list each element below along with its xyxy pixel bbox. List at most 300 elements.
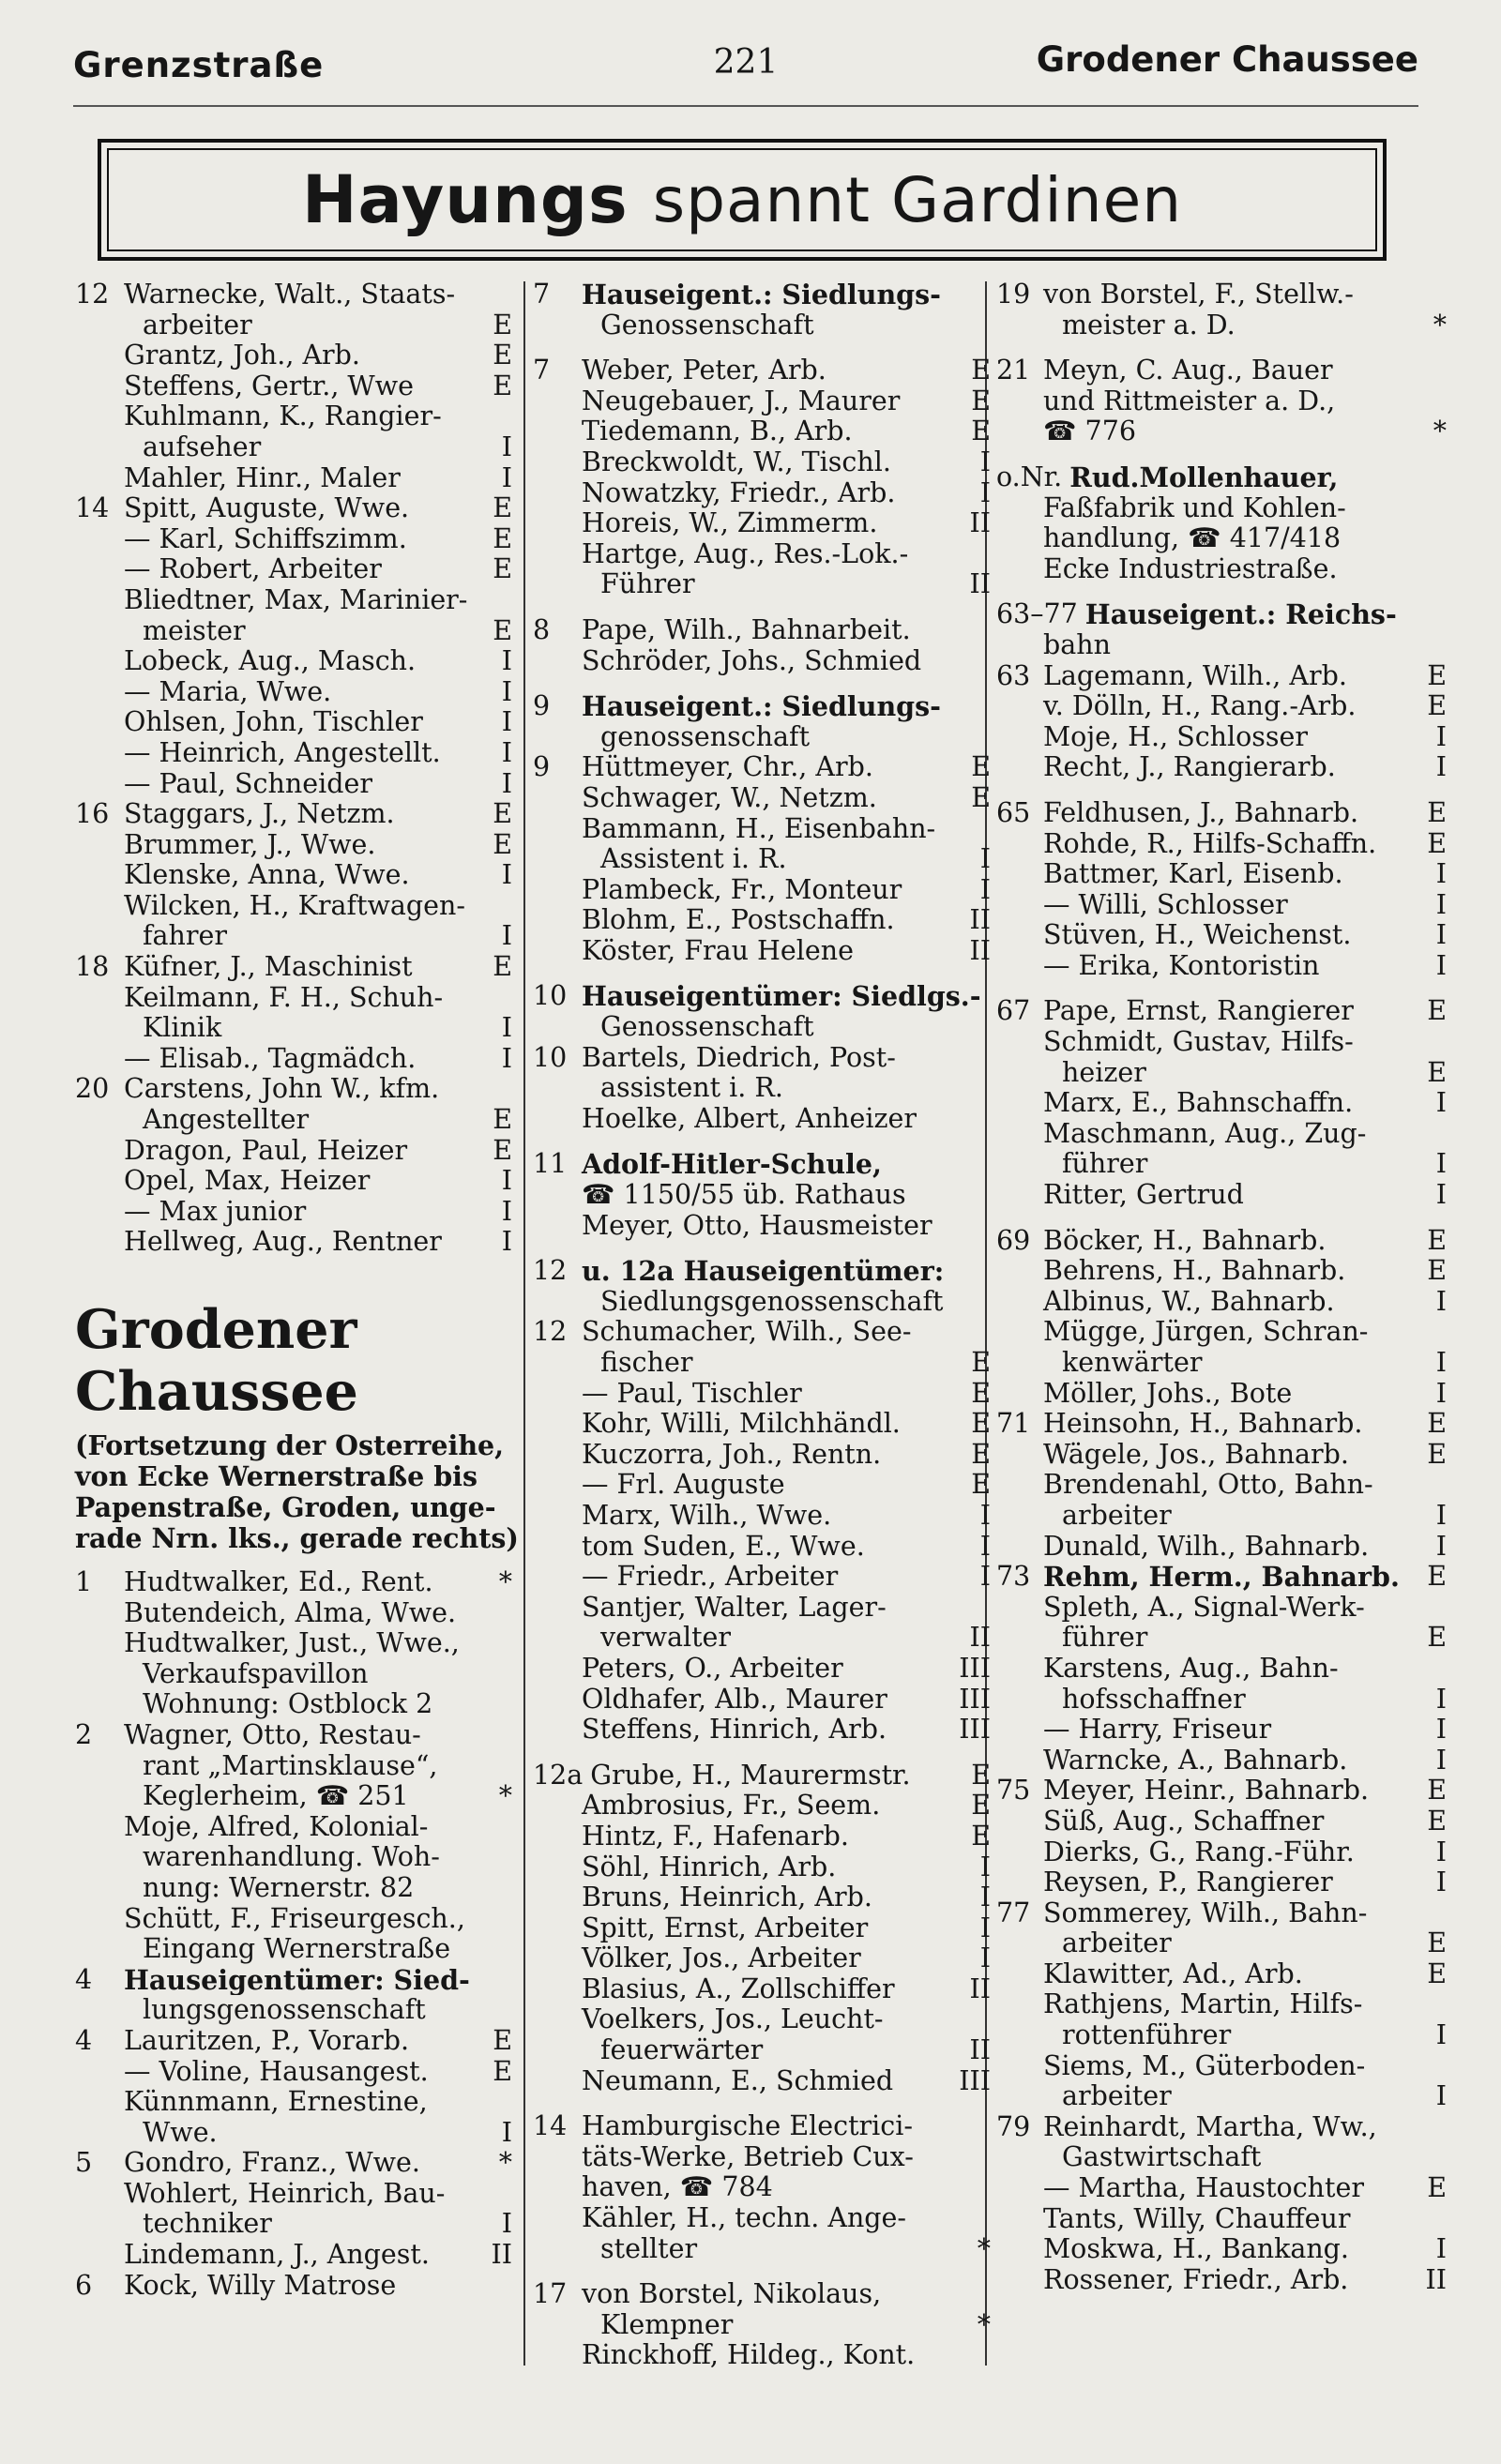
entry-line (996, 1623, 1448, 1654)
house-number: 7 (533, 355, 551, 386)
entry-text: Künnmann, Ernestine, (124, 2087, 428, 2118)
floor-marker: E (971, 1378, 991, 1409)
entry-line (75, 1227, 514, 1258)
floor-marker: E (971, 1760, 991, 1791)
entry-text: Ritter, Gertrud (1043, 1180, 1244, 1211)
house-number: 18 (75, 952, 110, 983)
floor-marker: I (979, 1852, 991, 1882)
entry-text: Grube, H., Maurermstr. (590, 1760, 911, 1791)
house-number: 65 (996, 797, 1031, 828)
entry-text: — Maria, Wwe. (124, 676, 332, 707)
entry-gap (996, 1211, 1448, 1226)
entry-line (75, 371, 514, 402)
entry-line (533, 981, 993, 1012)
entry-line (996, 951, 1448, 982)
floor-marker: I (979, 1531, 991, 1562)
entry-line (996, 1715, 1448, 1746)
entry-text: Angestellter (143, 1105, 310, 1136)
entry-text: Dierks, G., Rang.-Führ. (1043, 1837, 1355, 1867)
entry-text: lungsgenossenschaft (143, 1995, 426, 2026)
house-number: 20 (75, 1074, 110, 1105)
entry-text: Hauseigentümer: Sied- (124, 1964, 470, 1996)
house-number: 17 (533, 2279, 568, 2310)
entry-text: Bliedtner, Max, Marinier- (124, 584, 468, 615)
house-number: 67 (996, 996, 1031, 1027)
entry-text: Horeis, W., Zimmerm. (582, 508, 878, 539)
entry-line (75, 1873, 514, 1904)
entry-gap (533, 2264, 993, 2279)
entry-line (75, 2118, 514, 2149)
entry-text: Meyer, Otto, Hausmeister (582, 1210, 932, 1241)
entry-text: Spitt, Auguste, Wwe. (124, 493, 410, 524)
entry-line (533, 1593, 993, 1624)
entry-line (75, 1074, 514, 1105)
entry-line (75, 524, 514, 555)
entry-gap (996, 981, 1448, 996)
floor-marker: E (1427, 1776, 1447, 1806)
column-left (75, 280, 519, 2301)
entry-line (996, 1898, 1448, 1929)
entry-text: — Voline, Hausangest. (124, 2056, 429, 2087)
entry-line (533, 615, 993, 646)
entry-text: Mahler, Hinr., Maler (124, 462, 401, 493)
entry-line (996, 1928, 1448, 1959)
entry-line (75, 616, 514, 647)
floor-marker: E (971, 752, 991, 783)
entry-line (533, 2203, 993, 2234)
column-divider (523, 281, 525, 2366)
floor-marker: E (1427, 660, 1447, 691)
entry-line (996, 1149, 1448, 1180)
entry-text: Rossener, Friedr., Arb. (1043, 2264, 1349, 2295)
entry-text: — Willi, Schlosser (1043, 889, 1288, 920)
entry-line (533, 1409, 993, 1440)
entry-text: Küfner, J., Maschinist (124, 952, 413, 983)
entry-text: Staggars, J., Netzm. (124, 799, 395, 830)
entry-text: Hüttmeyer, Chr., Arb. (582, 752, 873, 783)
entry-line (996, 462, 1448, 493)
entry-line (533, 2142, 993, 2173)
floor-marker: E (1427, 1958, 1447, 1989)
entry-line (996, 1256, 1448, 1287)
house-number: 4 (75, 2025, 93, 2056)
floor-marker: I (501, 768, 512, 799)
entry-text: Rathjens, Martin, Hilfs- (1043, 1989, 1363, 2020)
floor-marker: II (969, 569, 991, 600)
entry-line (75, 2179, 514, 2210)
house-number: 7 (533, 280, 551, 310)
entry-text: von Borstel, F., Stellw.- (1043, 280, 1354, 310)
entry-line (996, 1593, 1448, 1624)
entry-line (533, 1623, 993, 1654)
floor-marker: I (979, 1500, 991, 1531)
entry-line (75, 646, 514, 677)
entry-text: Pape, Ernst, Rangierer (1043, 996, 1354, 1027)
entry-text: — Paul, Tischler (582, 1378, 802, 1409)
entry-line (75, 1904, 514, 1935)
entry-text: arbeiter (1062, 1500, 1172, 1531)
entry-text: Siedlungsgenossenschaft (600, 1286, 944, 1317)
floor-marker: I (1435, 721, 1447, 752)
entry-line (75, 952, 514, 983)
entry-line (996, 1959, 1448, 1990)
floor-marker: E (971, 416, 991, 447)
entry-line (75, 310, 514, 341)
entry-text: Hoelke, Albert, Anheizer (582, 1103, 917, 1134)
banner-brand: Hayungs (301, 161, 629, 238)
entry-text: Hauseigent.: Siedlungs- (582, 280, 941, 310)
entry-text: handlung, ☎ 417/418 (1043, 523, 1342, 554)
entry-text: Köster, Frau Helene (582, 935, 854, 966)
entry-text: — Erika, Kontoristin (1043, 950, 1320, 981)
floor-marker: I (979, 1912, 991, 1943)
entry-text: Spleth, A., Signal-Werk- (1043, 1592, 1365, 1623)
floor-marker: I (1435, 889, 1447, 920)
entry-line (533, 280, 993, 310)
house-number: 73 (996, 1562, 1031, 1593)
entry-text: Stüven, H., Weichenst. (1043, 920, 1352, 951)
entry-text: Behrens, H., Bahnarb. (1043, 1256, 1346, 1287)
floor-marker: I (501, 1166, 512, 1197)
entry-line (533, 2279, 993, 2310)
entry-line (996, 523, 1448, 554)
entry-line (996, 1348, 1448, 1379)
entry-text: Tants, Willy, Chauffeur (1043, 2203, 1351, 2234)
floor-marker: III (959, 1653, 991, 1684)
entry-text: Assistent i. R. (600, 844, 787, 875)
entry-line (75, 1995, 514, 2026)
entry-text: — Paul, Schneider (124, 768, 372, 799)
entry-text: Ecke Industriestraße. (1043, 553, 1338, 584)
entry-line (996, 280, 1448, 310)
entry-text: aufseher (143, 431, 262, 462)
entry-line (75, 1781, 514, 1812)
entry-line (75, 2271, 514, 2302)
entry-line (533, 844, 993, 875)
entry-line (533, 1761, 993, 1791)
entry-text: heizer (1062, 1057, 1146, 1088)
entry-text: Führer (600, 569, 695, 600)
header-street-right: Grodener Chaussee (1036, 39, 1418, 80)
entry-line (75, 554, 514, 585)
entry-text: Marx, E., Bahnschaffn. (1043, 1088, 1354, 1119)
entry-line (533, 1043, 993, 1074)
floor-marker: I (1435, 2081, 1447, 2112)
entry-line (75, 1842, 514, 1873)
entry-line (533, 447, 993, 478)
entry-text: Eingang Wernerstraße (143, 1934, 451, 1965)
floor-marker: E (1427, 828, 1447, 859)
entry-gap (533, 1134, 993, 1149)
house-number: 12a (533, 1760, 584, 1791)
entry-line (75, 1598, 514, 1629)
entry-text: — Karl, Schiffszimm. (124, 523, 407, 554)
entry-text: warenhandlung. Woh- (143, 1842, 440, 1873)
entry-line (75, 340, 514, 371)
floor-marker: I (1435, 1745, 1447, 1776)
entry-text: Hauseigentümer: Siedlgs.- (582, 981, 981, 1013)
entry-text: Hintz, F., Hafenarb. (582, 1821, 849, 1852)
floor-marker: I (979, 477, 991, 508)
column-middle (533, 280, 993, 2371)
floor-marker: I (979, 874, 991, 905)
entry-line (996, 2142, 1448, 2173)
section-note: Papenstraße, Groden, unge- (75, 1491, 496, 1523)
floor-marker: I (501, 1196, 512, 1227)
entry-text: Völker, Jos., Arbeiter (582, 1943, 861, 1974)
entry-text: Hudtwalker, Just., Wwe., (124, 1628, 460, 1659)
entry-text: Albinus, W., Bahnarb. (1043, 1286, 1335, 1317)
floor-marker: E (971, 1470, 991, 1501)
floor-marker: I (1435, 1180, 1447, 1211)
entry-text: — Harry, Friseur (1043, 1715, 1272, 1746)
entry-line (75, 2240, 514, 2271)
house-number: 11 (533, 1149, 568, 1180)
entry-line (75, 2057, 514, 2088)
entry-text: haven, ☎ 784 (582, 2172, 773, 2203)
entry-text: Schütt, F., Friseurgesch., (124, 1903, 465, 1934)
entry-text: Genossenschaft (600, 310, 814, 340)
floor-marker: E (493, 554, 512, 585)
floor-marker: E (971, 1409, 991, 1440)
house-number: 16 (75, 799, 110, 830)
entry-line (996, 1027, 1448, 1058)
entry-text: Maschmann, Aug., Zug- (1043, 1118, 1367, 1149)
entry-text: Meyer, Heinr., Bahnarb. (1043, 1776, 1370, 1806)
entry-text: Hamburgische Electrici- (582, 2111, 913, 2142)
entry-text: Opel, Max, Heizer (124, 1166, 371, 1197)
floor-marker: III (959, 2065, 991, 2096)
floor-marker: I (979, 1882, 991, 1913)
entry-line (75, 1197, 514, 1228)
entry-text: Bammann, H., Eisenbahn- (582, 813, 936, 844)
entry-text: Faßfabrik und Kohlen- (1043, 492, 1346, 523)
entry-line (996, 1287, 1448, 1318)
entry-text: Voelkers, Jos., Leucht- (582, 2004, 884, 2035)
floor-marker: I (979, 1943, 991, 1974)
entry-text: Gondro, Franz., Wwe. (124, 2148, 420, 2179)
floor-marker: I (501, 860, 512, 891)
house-number: 69 (996, 1225, 1031, 1256)
entry-line (996, 722, 1448, 753)
entry-line (996, 2020, 1448, 2051)
entry-text: Bruns, Heinrich, Arb. (582, 1882, 872, 1913)
entry-text: Wohnung: Ostblock 2 (143, 1689, 433, 1720)
entry-line (996, 890, 1448, 921)
floor-marker: E (1427, 2173, 1447, 2204)
floor-marker: II (1425, 2264, 1447, 2295)
entry-text: Brendenahl, Otto, Bahn- (1043, 1470, 1373, 1501)
entry-text: Lobeck, Aug., Masch. (124, 646, 417, 677)
entry-line (533, 814, 993, 845)
banner-slogan: spannt Gardinen (652, 163, 1183, 236)
floor-marker: I (1435, 2234, 1447, 2265)
entry-line (533, 1822, 993, 1852)
entry-text: ☎ 776 (1043, 416, 1136, 447)
entry-line (75, 891, 514, 922)
entry-line (533, 1256, 993, 1287)
entry-text: Dragon, Paul, Heizer (124, 1135, 408, 1166)
floor-marker: I (1435, 1286, 1447, 1317)
entry-text: Blohm, E., Postschaffn. (582, 905, 895, 936)
floor-marker: I (979, 844, 991, 875)
entry-line (75, 738, 514, 769)
entry-list (533, 280, 993, 2371)
entry-line (996, 2204, 1448, 2235)
floor-marker: E (493, 615, 512, 646)
entry-text: Hauseigent.: Reichs- (1084, 599, 1397, 630)
entry-line (533, 2310, 993, 2341)
entry-gap (996, 783, 1448, 798)
entry-line (533, 905, 993, 936)
house-number: 9 (533, 691, 551, 722)
entry-line (996, 691, 1448, 722)
entry-line (996, 1837, 1448, 1868)
entry-text: Lagemann, Wilh., Arb. (1043, 660, 1347, 691)
entry-text: fischer (600, 1348, 693, 1378)
entry-text: Heinsohn, H., Bahnarb. (1043, 1409, 1363, 1440)
floor-marker: I (1435, 752, 1447, 783)
entry-text: führer (1062, 1149, 1148, 1180)
entry-text: Peters, O., Arbeiter (582, 1653, 843, 1684)
entry-text: — Robert, Arbeiter (124, 554, 382, 585)
entry-line (996, 2173, 1448, 2204)
entry-text: Karstens, Aug., Bahn- (1043, 1653, 1339, 1684)
house-number: 12 (533, 1317, 568, 1348)
entry-line (533, 1348, 993, 1379)
floor-marker: II (969, 508, 991, 539)
entry-text: stellter (600, 2233, 698, 2264)
floor-marker: * (498, 2148, 512, 2179)
house-number: 63 (996, 660, 1031, 691)
entry-line (75, 677, 514, 708)
entry-gap (533, 966, 993, 981)
floor-marker: * (977, 2233, 991, 2264)
entry-line (75, 1105, 514, 1136)
entry-text: Feldhusen, J., Bahnarb. (1043, 797, 1359, 828)
entry-text: Moskwa, H., Bankang. (1043, 2234, 1349, 2265)
entry-line (75, 1689, 514, 1720)
entry-text: bahn (1043, 629, 1111, 660)
floor-marker: * (977, 2309, 991, 2340)
entry-line (75, 1136, 514, 1167)
entry-line (533, 478, 993, 509)
entry-text: arbeiter (1062, 1928, 1172, 1959)
entry-line (75, 585, 514, 616)
entry-text: Battmer, Karl, Eisenb. (1043, 859, 1343, 890)
header-street-left: Grenzstraße (73, 45, 325, 85)
entry-text: Rud.Mollenhauer, (1069, 461, 1339, 493)
floor-marker: E (971, 1439, 991, 1470)
entry-line (533, 875, 993, 906)
entry-line (533, 1180, 993, 1211)
floor-marker: E (1427, 1225, 1447, 1256)
entry-text: — Martha, Haustochter (1043, 2173, 1364, 2204)
house-number: 14 (75, 493, 110, 524)
entry-text: Schumacher, Wilh., See- (582, 1317, 912, 1348)
floor-marker: II (491, 2240, 512, 2271)
entry-line (533, 1012, 993, 1043)
floor-marker: I (501, 2117, 512, 2148)
floor-marker: E (1427, 1256, 1447, 1287)
entry-text: Wohlert, Heinrich, Bau- (124, 2178, 446, 2209)
entry-line (533, 722, 993, 753)
floor-marker: E (493, 493, 512, 524)
entry-line (996, 1532, 1448, 1563)
entry-line (533, 310, 993, 341)
entry-line (75, 1166, 514, 1197)
entry-text: Wwe. (143, 2117, 218, 2148)
entry-line (533, 2004, 993, 2035)
floor-marker: I (1435, 1715, 1447, 1746)
entry-line (533, 1149, 993, 1180)
column-right (996, 280, 1448, 2295)
entry-text: kenwärter (1062, 1348, 1203, 1378)
entry-line (996, 1226, 1448, 1257)
floor-marker: E (1427, 1806, 1447, 1837)
entry-line (996, 1501, 1448, 1532)
entry-text: hofsschaffner (1062, 1684, 1246, 1715)
entry-line (533, 1913, 993, 1944)
floor-marker: E (971, 355, 991, 386)
entry-line (996, 1440, 1448, 1471)
entry-text: Rinckhoff, Hildeg., Kont. (582, 2340, 916, 2371)
house-number: o.Nr. (996, 461, 1063, 492)
entry-line (533, 2172, 993, 2203)
house-number: 8 (533, 614, 551, 645)
page-header (73, 36, 1418, 92)
entry-line (996, 1989, 1448, 2020)
entry-line (533, 1287, 993, 1318)
entry-text: Gastwirtschaft (1062, 2142, 1262, 2173)
floor-marker: I (1435, 1867, 1447, 1898)
entry-text: Neumann, E., Schmied (582, 2065, 894, 2096)
house-number: 1 (75, 1567, 93, 1597)
entry-text: Butendeich, Alma, Wwe. (124, 1597, 457, 1628)
section-title: Grodener (75, 1298, 357, 1361)
entry-line (533, 752, 993, 783)
house-number: 10 (533, 1042, 568, 1073)
house-number: 75 (996, 1776, 1031, 1806)
entry-text: Dunald, Wilh., Bahnarb. (1043, 1531, 1370, 1562)
entry-line (75, 2026, 514, 2057)
floor-marker: I (1435, 1837, 1447, 1867)
entry-text: Hudtwalker, Ed., Rent. (124, 1567, 433, 1597)
entry-text: feuerwärter (600, 2035, 764, 2066)
floor-marker: I (1435, 950, 1447, 981)
entry-text: Schröder, Johs., Schmied (582, 645, 922, 676)
entry-text: — Max junior (124, 1196, 307, 1227)
floor-marker: I (501, 676, 512, 707)
entry-line (996, 1867, 1448, 1898)
entry-line (533, 1073, 993, 1104)
entry-line (75, 432, 514, 463)
floor-marker: I (1435, 2020, 1447, 2051)
house-number: 5 (75, 2148, 93, 2179)
floor-marker: I (501, 462, 512, 493)
house-number: 19 (996, 280, 1031, 310)
entry-line (996, 859, 1448, 890)
entry-text: fahrer (143, 921, 228, 952)
entry-text: assistent i. R. (600, 1073, 783, 1104)
entry-line (533, 1562, 993, 1593)
section-note: rade Nrn. lks., gerade rechts) (75, 1522, 519, 1554)
floor-marker: I (979, 1562, 991, 1593)
entry-line (996, 1180, 1448, 1211)
entry-text: — Elisab., Tagmädch. (124, 1043, 417, 1074)
entry-line (533, 539, 993, 570)
floor-marker: E (493, 340, 512, 371)
